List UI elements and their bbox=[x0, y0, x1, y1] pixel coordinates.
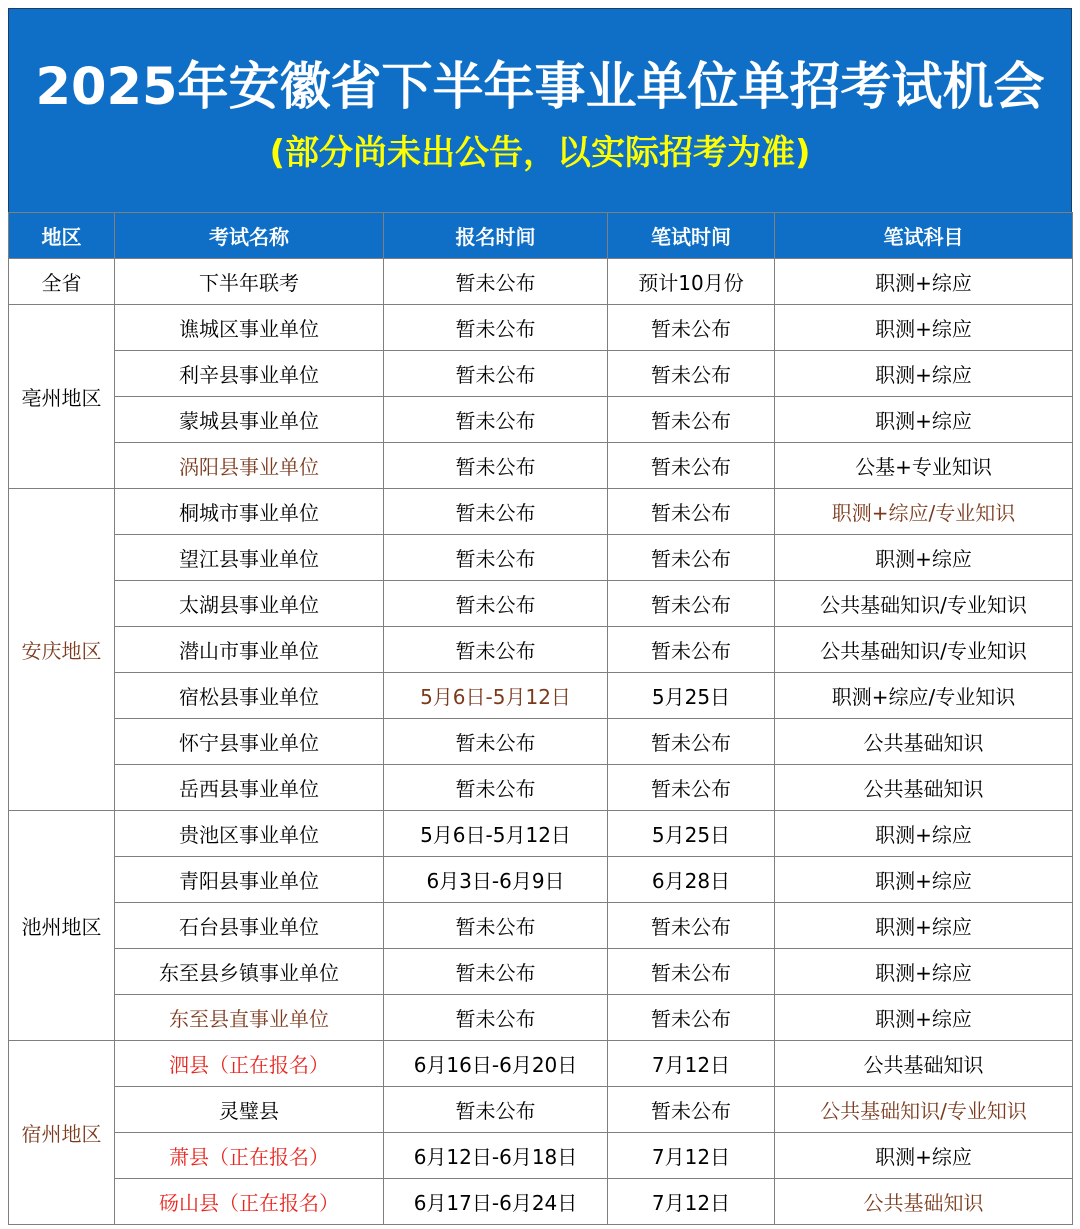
exam-name-cell: 潜山市事业单位 bbox=[115, 627, 384, 673]
table-row bbox=[9, 1087, 1073, 1133]
signup-time-cell: 暂未公布 bbox=[384, 535, 608, 581]
signup-time-cell: 6月3日-6月9日 bbox=[384, 857, 608, 903]
table-row bbox=[9, 949, 1073, 995]
region-cell: 全省 bbox=[9, 259, 115, 305]
subjects-cell: 公共基础知识/专业知识 bbox=[775, 581, 1073, 627]
page-subtitle: (部分尚未出公告，以实际招考为准) bbox=[269, 133, 811, 173]
signup-time-cell: 暂未公布 bbox=[384, 305, 608, 351]
written-time-cell: 预计10月份 bbox=[608, 259, 775, 305]
exam-name-cell: 怀宁县事业单位 bbox=[115, 719, 384, 765]
table-row bbox=[9, 995, 1073, 1041]
exam-name-cell: 桐城市事业单位 bbox=[115, 489, 384, 535]
written-time-cell: 7月12日 bbox=[608, 1041, 775, 1087]
subjects-cell: 公共基础知识/专业知识 bbox=[775, 627, 1073, 673]
signup-time-cell: 暂未公布 bbox=[384, 581, 608, 627]
table-row bbox=[9, 857, 1073, 903]
subjects-cell: 公共基础知识 bbox=[775, 1179, 1073, 1225]
subjects-cell: 职测+综应 bbox=[775, 903, 1073, 949]
exam-name-cell: 贵池区事业单位 bbox=[115, 811, 384, 857]
table-row bbox=[9, 581, 1073, 627]
signup-time-cell: 暂未公布 bbox=[384, 765, 608, 811]
exam-name-cell: 利辛县事业单位 bbox=[115, 351, 384, 397]
table-row bbox=[9, 443, 1073, 489]
signup-time-cell: 6月16日-6月20日 bbox=[384, 1041, 608, 1087]
exam-name-cell: 望江县事业单位 bbox=[115, 535, 384, 581]
exam-schedule-sheet bbox=[8, 8, 1072, 1221]
subjects-cell: 职测+综应 bbox=[775, 351, 1073, 397]
subjects-cell: 公共基础知识 bbox=[775, 719, 1073, 765]
table-body bbox=[9, 259, 1073, 1225]
exam-name-cell: 东至县乡镇事业单位 bbox=[115, 949, 384, 995]
column-header-subjects: 笔试科目 bbox=[775, 213, 1073, 259]
written-time-cell: 暂未公布 bbox=[608, 581, 775, 627]
table-row bbox=[9, 1133, 1073, 1179]
region-cell: 池州地区 bbox=[9, 811, 115, 1041]
exam-name-cell: 谯城区事业单位 bbox=[115, 305, 384, 351]
exam-name-cell: 蒙城县事业单位 bbox=[115, 397, 384, 443]
subjects-cell: 公共基础知识/专业知识 bbox=[775, 1087, 1073, 1133]
signup-time-cell: 暂未公布 bbox=[384, 903, 608, 949]
subjects-cell: 职测+综应/专业知识 bbox=[775, 673, 1073, 719]
written-time-cell: 暂未公布 bbox=[608, 397, 775, 443]
signup-time-cell: 暂未公布 bbox=[384, 489, 608, 535]
written-time-cell: 暂未公布 bbox=[608, 903, 775, 949]
signup-time-cell: 6月12日-6月18日 bbox=[384, 1133, 608, 1179]
exam-name-cell: 岳西县事业单位 bbox=[115, 765, 384, 811]
written-time-cell: 7月12日 bbox=[608, 1179, 775, 1225]
signup-time-cell: 暂未公布 bbox=[384, 995, 608, 1041]
table-row bbox=[9, 719, 1073, 765]
column-header-written-time: 笔试时间 bbox=[608, 213, 775, 259]
table-row bbox=[9, 305, 1073, 351]
written-time-cell: 6月28日 bbox=[608, 857, 775, 903]
column-header-exam-name: 考试名称 bbox=[115, 213, 384, 259]
signup-time-cell: 暂未公布 bbox=[384, 949, 608, 995]
column-header-signup-time: 报名时间 bbox=[384, 213, 608, 259]
subjects-cell: 公基+专业知识 bbox=[775, 443, 1073, 489]
table-row bbox=[9, 259, 1073, 305]
table-row bbox=[9, 397, 1073, 443]
written-time-cell: 暂未公布 bbox=[608, 489, 775, 535]
exam-name-cell: 石台县事业单位 bbox=[115, 903, 384, 949]
signup-time-cell: 暂未公布 bbox=[384, 719, 608, 765]
signup-time-cell: 暂未公布 bbox=[384, 1087, 608, 1133]
table-row bbox=[9, 811, 1073, 857]
subjects-cell: 公共基础知识 bbox=[775, 1041, 1073, 1087]
written-time-cell: 暂未公布 bbox=[608, 949, 775, 995]
exam-name-cell: 青阳县事业单位 bbox=[115, 857, 384, 903]
table-row bbox=[9, 1179, 1073, 1225]
table-row bbox=[9, 535, 1073, 581]
written-time-cell: 暂未公布 bbox=[608, 535, 775, 581]
signup-time-cell: 暂未公布 bbox=[384, 259, 608, 305]
subjects-cell: 职测+综应 bbox=[775, 259, 1073, 305]
subjects-cell: 职测+综应 bbox=[775, 811, 1073, 857]
subjects-cell: 职测+综应 bbox=[775, 857, 1073, 903]
written-time-cell: 暂未公布 bbox=[608, 765, 775, 811]
exam-name-cell: 东至县直事业单位 bbox=[115, 995, 384, 1041]
table-row bbox=[9, 1041, 1073, 1087]
written-time-cell: 暂未公布 bbox=[608, 627, 775, 673]
page-title: 2025年安徽省下半年事业单位单招考试机会 bbox=[35, 58, 1045, 117]
written-time-cell: 暂未公布 bbox=[608, 351, 775, 397]
written-time-cell: 5月25日 bbox=[608, 811, 775, 857]
subjects-cell: 公共基础知识 bbox=[775, 765, 1073, 811]
subjects-cell: 职测+综应 bbox=[775, 305, 1073, 351]
signup-time-cell: 暂未公布 bbox=[384, 397, 608, 443]
written-time-cell: 暂未公布 bbox=[608, 1087, 775, 1133]
exam-name-cell: 灵璧县 bbox=[115, 1087, 384, 1133]
signup-time-cell: 暂未公布 bbox=[384, 443, 608, 489]
table-row bbox=[9, 627, 1073, 673]
subjects-cell: 职测+综应/专业知识 bbox=[775, 489, 1073, 535]
subjects-cell: 职测+综应 bbox=[775, 397, 1073, 443]
header-banner bbox=[8, 8, 1072, 213]
table-row bbox=[9, 489, 1073, 535]
exam-name-cell: 泗县（正在报名） bbox=[115, 1041, 384, 1087]
table-row bbox=[9, 765, 1073, 811]
written-time-cell: 暂未公布 bbox=[608, 995, 775, 1041]
subjects-cell: 职测+综应 bbox=[775, 535, 1073, 581]
written-time-cell: 暂未公布 bbox=[608, 719, 775, 765]
table-row bbox=[9, 673, 1073, 719]
table-row bbox=[9, 903, 1073, 949]
subjects-cell: 职测+综应 bbox=[775, 949, 1073, 995]
exam-name-cell: 下半年联考 bbox=[115, 259, 384, 305]
exam-name-cell: 萧县（正在报名） bbox=[115, 1133, 384, 1179]
exam-name-cell: 砀山县（正在报名） bbox=[115, 1179, 384, 1225]
exam-name-cell: 涡阳县事业单位 bbox=[115, 443, 384, 489]
region-cell: 宿州地区 bbox=[9, 1041, 115, 1225]
signup-time-cell: 5月6日-5月12日 bbox=[384, 673, 608, 719]
exam-name-cell: 宿松县事业单位 bbox=[115, 673, 384, 719]
signup-time-cell: 暂未公布 bbox=[384, 627, 608, 673]
subjects-cell: 职测+综应 bbox=[775, 995, 1073, 1041]
exam-table bbox=[8, 212, 1073, 1225]
table-header-row bbox=[9, 213, 1073, 259]
written-time-cell: 5月25日 bbox=[608, 673, 775, 719]
written-time-cell: 暂未公布 bbox=[608, 443, 775, 489]
written-time-cell: 暂未公布 bbox=[608, 305, 775, 351]
exam-name-cell: 太湖县事业单位 bbox=[115, 581, 384, 627]
table-row bbox=[9, 351, 1073, 397]
signup-time-cell: 5月6日-5月12日 bbox=[384, 811, 608, 857]
column-header-region: 地区 bbox=[9, 213, 115, 259]
region-cell: 安庆地区 bbox=[9, 489, 115, 811]
signup-time-cell: 暂未公布 bbox=[384, 351, 608, 397]
written-time-cell: 7月12日 bbox=[608, 1133, 775, 1179]
subjects-cell: 职测+综应 bbox=[775, 1133, 1073, 1179]
region-cell: 亳州地区 bbox=[9, 305, 115, 489]
signup-time-cell: 6月17日-6月24日 bbox=[384, 1179, 608, 1225]
